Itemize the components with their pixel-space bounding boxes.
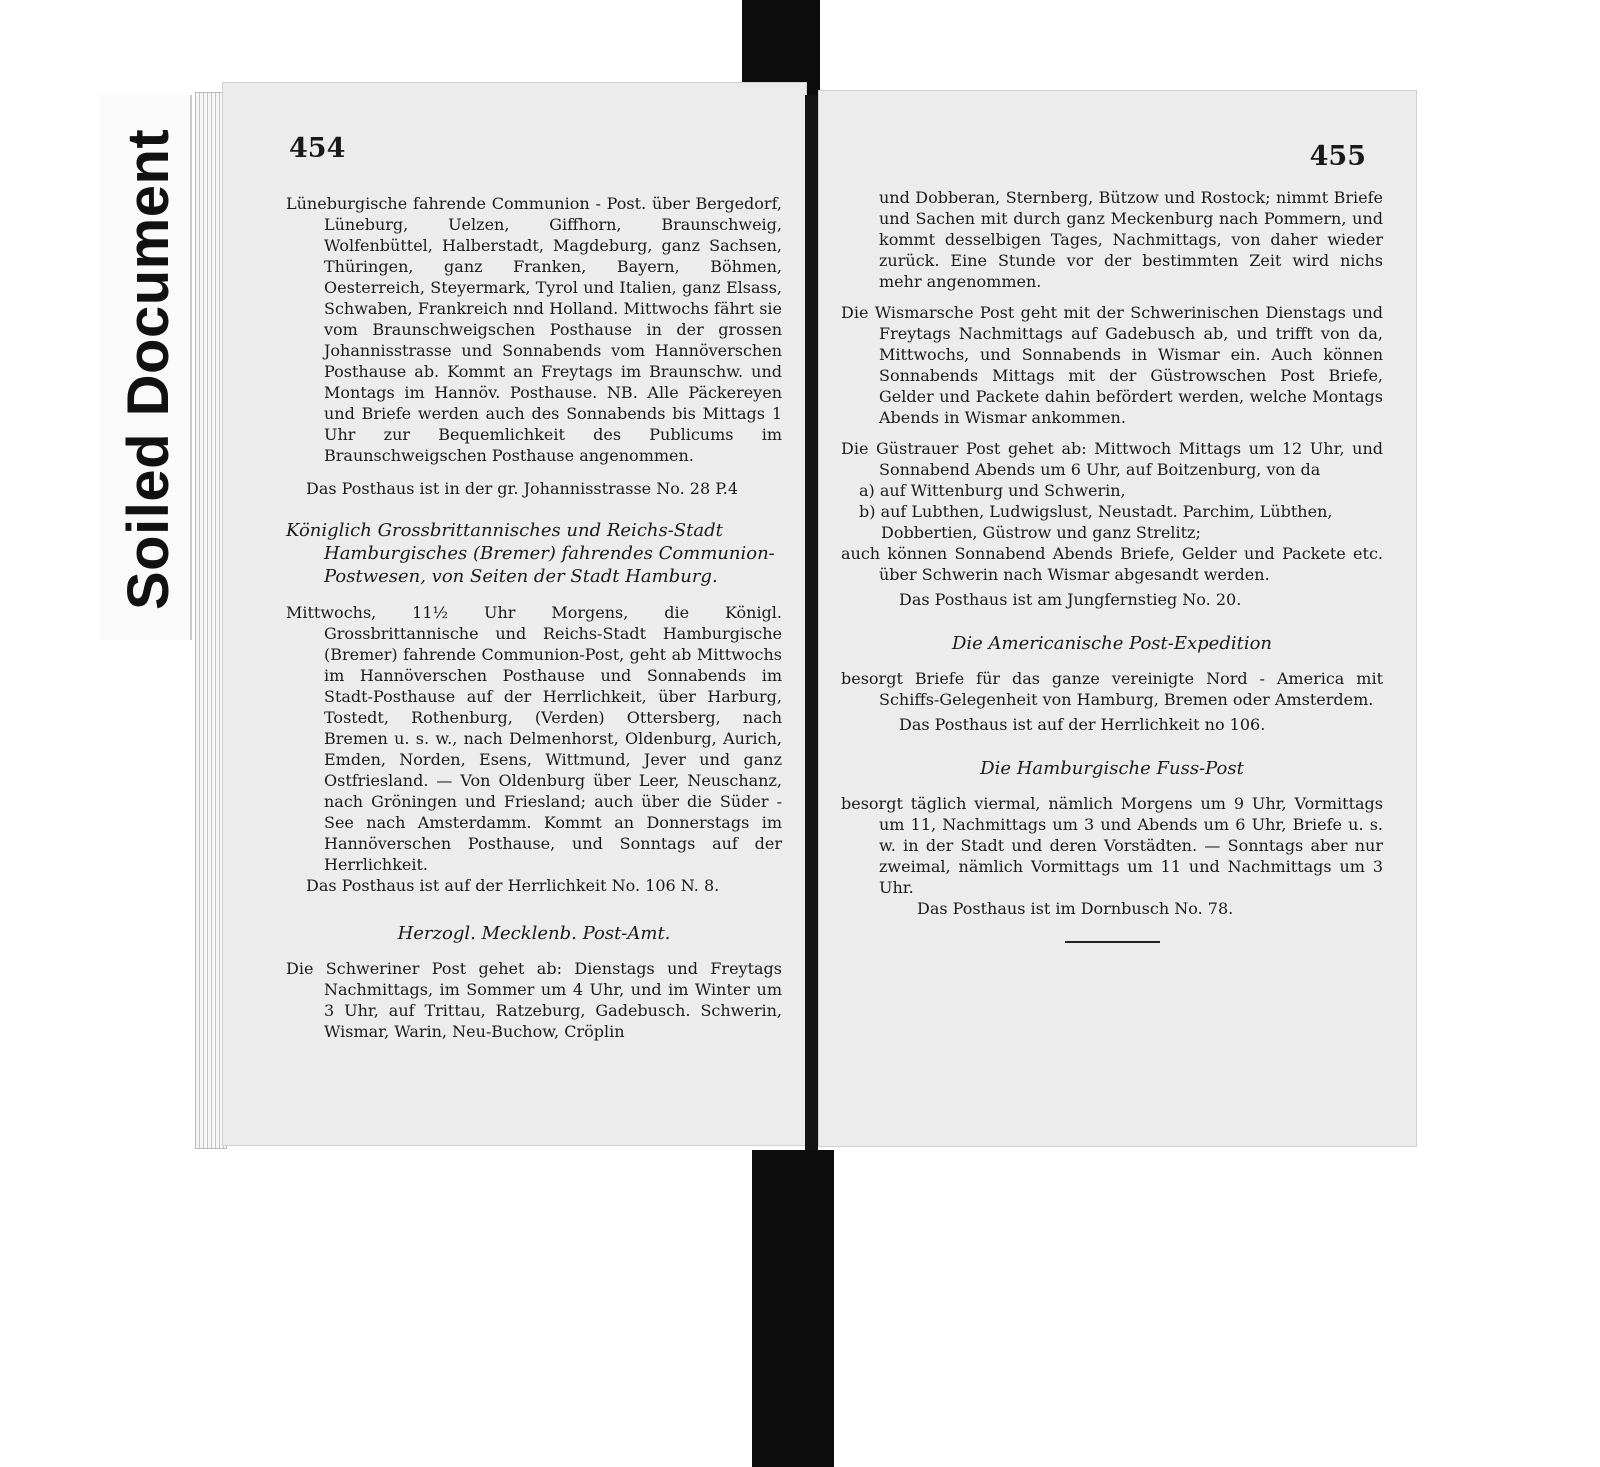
- continued-paragraph: und Dobberan, Sternberg, Bützow und Rostock; nimmt Briefe und Sachen mit durch ganz Meckenburg nach Pommern, und kommt desselbigen Tages, Nachmittags, von daher wieder zurück. Eine Stunde vor der bestimmten Zeit wird nichs mehr angenommen.: [879, 188, 1383, 291]
- guestrauer-route-a: a) auf Wittenburg und Schwerin,: [859, 481, 1126, 500]
- fuss-post-paragraph: besorgt täglich viermal, nämlich Morgens um 9 Uhr, Vormittags um 11, Nachmittags um 3 und Abends um 6 Uhr, Briefe u. s. w. in der Stadt und deren Vorstädten. — Sonntags aber nur zweimal, nämlich Vormittags um 11 und Nachmittags um 3 Uhr.: [841, 794, 1383, 897]
- americanische-paragraph: besorgt Briefe für das ganze vereinigte Nord - America mit Schiffs-Gelegenheit von Hamburg, Bremen oder Amsterdem.: [841, 669, 1383, 709]
- guestrauer-route-b: b) auf Lubthen, Ludwigslust, Neustadt. Parchim, Lübthen, Dobbertien, Güstrow und ganz Strelitz;: [859, 502, 1333, 542]
- soiled-document-label: Soiled Document: [116, 128, 181, 610]
- americanische-address: Das Posthaus ist auf der Herrlichkeit no 106.: [899, 715, 1266, 734]
- hamburg-bremen-paragraph: Mittwochs, 11½ Uhr Morgens, die Königl. Grossbrittannische und Reichs-Stadt Hamburgische (Bremer) fahrende Communion-Post, geht ab Mittwochs im Hannöverschen Posthause und Sonnabends im Stadt-Posthause auf der Herrlichkeit, über Harburg, Tostedt, Rothenburg, (Verden) Ottersberg, nach Bremen u. s. w., nach Delmenhorst, Oldenburg, Aurich, Emden, Norden, Esens, Wittmund, Jever und ganz Ostfriesland. — Von Oldenburg über Leer, Neuschanz, nach Gröningen und Friesland; auch über die Süder - See nach Amsterdamm. Kommt an Donnerstags im Hannöverschen Posthause, und Sonntags auf der Herrlichkeit.: [286, 603, 782, 874]
- schweriner-post-paragraph: Die Schweriner Post gehet ab: Dienstags und Freytags Nachmittags, im Sommer um 4 Uhr, und im Winter um 3 Uhr, auf Trittau, Ratzeburg, Gadebusch. Schwerin, Wismar, Warin, Neu-Buchow, Cröplin: [286, 959, 782, 1041]
- end-rule: [1065, 941, 1160, 943]
- fuss-post-address: Das Posthaus ist im Dornbusch No. 78.: [917, 899, 1234, 918]
- right-page: [818, 90, 1417, 1147]
- guestrauer-post-tail: auch können Sonnabend Abends Briefe, Gelder und Packete etc. über Schwerin nach Wismar abgesandt werden.: [841, 544, 1383, 584]
- binding-tape-bottom: [752, 1150, 834, 1467]
- lueneburg-post-address: Das Posthaus ist in der gr. Johannisstrasse No. 28 P.4: [306, 479, 738, 498]
- page-number-right: 455: [1309, 141, 1366, 172]
- mecklenburg-heading: Herzogl. Mecklenb. Post-Amt.: [397, 923, 671, 944]
- book-gutter: [805, 95, 818, 1155]
- lueneburg-post-paragraph: Lüneburgische fahrende Communion - Post. über Bergedorf, Lüneburg, Uelzen, Giffhorn, Braunschweig, Wolfenbüttel, Halberstadt, Magdeburg, ganz Sachsen, Thüringen, ganz Franken, Bayern, Böhmen, Oesterreich, Steyermark, Tyrol und Italien, ganz Elsass, Schwaben, Frankreich nnd Holland. Mittwochs fährt sie vom Braunschweigschen Posthause in der grossen Johannisstrasse und Sonnabends vom Hannöverschen Posthause ab. Kommt an Freytags im Braunschw. und Montags im Hannöv. Posthause. NB. Alle Päckereyen und Briefe werden auch des Sonnabends bis Mittags 1 Uhr zur Bequemlichkeit des Publicums im Braunschweigschen Posthause angenommen.: [286, 194, 782, 465]
- page-number-left: 454: [289, 133, 346, 164]
- hamburg-bremen-address: Das Posthaus ist auf der Herrlichkeit No. 106 N. 8.: [306, 876, 720, 895]
- americanische-heading: Die Americanische Post-Expedition: [951, 633, 1273, 654]
- left-text-column: [286, 193, 782, 1042]
- guestrauer-post-address: Das Posthaus ist am Jungfernstieg No. 20.: [899, 590, 1242, 609]
- guestrauer-post-paragraph: Die Güstrauer Post gehet ab: Mittwoch Mittags um 12 Uhr, und Sonnabend Abends um 6 Uhr, auf Boitzenburg, von da: [841, 439, 1383, 479]
- wismar-post-paragraph: Die Wismarsche Post geht mit der Schwerinischen Dienstags und Freytags Nachmittags auf Gadebusch ab, und trifft von da, Mittwochs, und Sonnabends in Wismar ein. Auch können Sonnabends Mittags mit der Güstrowschen Post Briefe, Gelder und Packete dahin befördert werden, welche Montags Abends in Wismar ankommen.: [841, 303, 1383, 427]
- left-page: [222, 82, 807, 1146]
- fuss-post-heading: Die Hamburgische Fuss-Post: [980, 758, 1244, 779]
- hamburg-bremen-heading: Königlich Grossbrittannisches und Reichs-Stadt Hamburgisches (Bremer) fahrendes Communion-Postwesen, von Seiten der Stadt Hamburg.: [286, 520, 775, 587]
- right-text-column: [841, 187, 1383, 943]
